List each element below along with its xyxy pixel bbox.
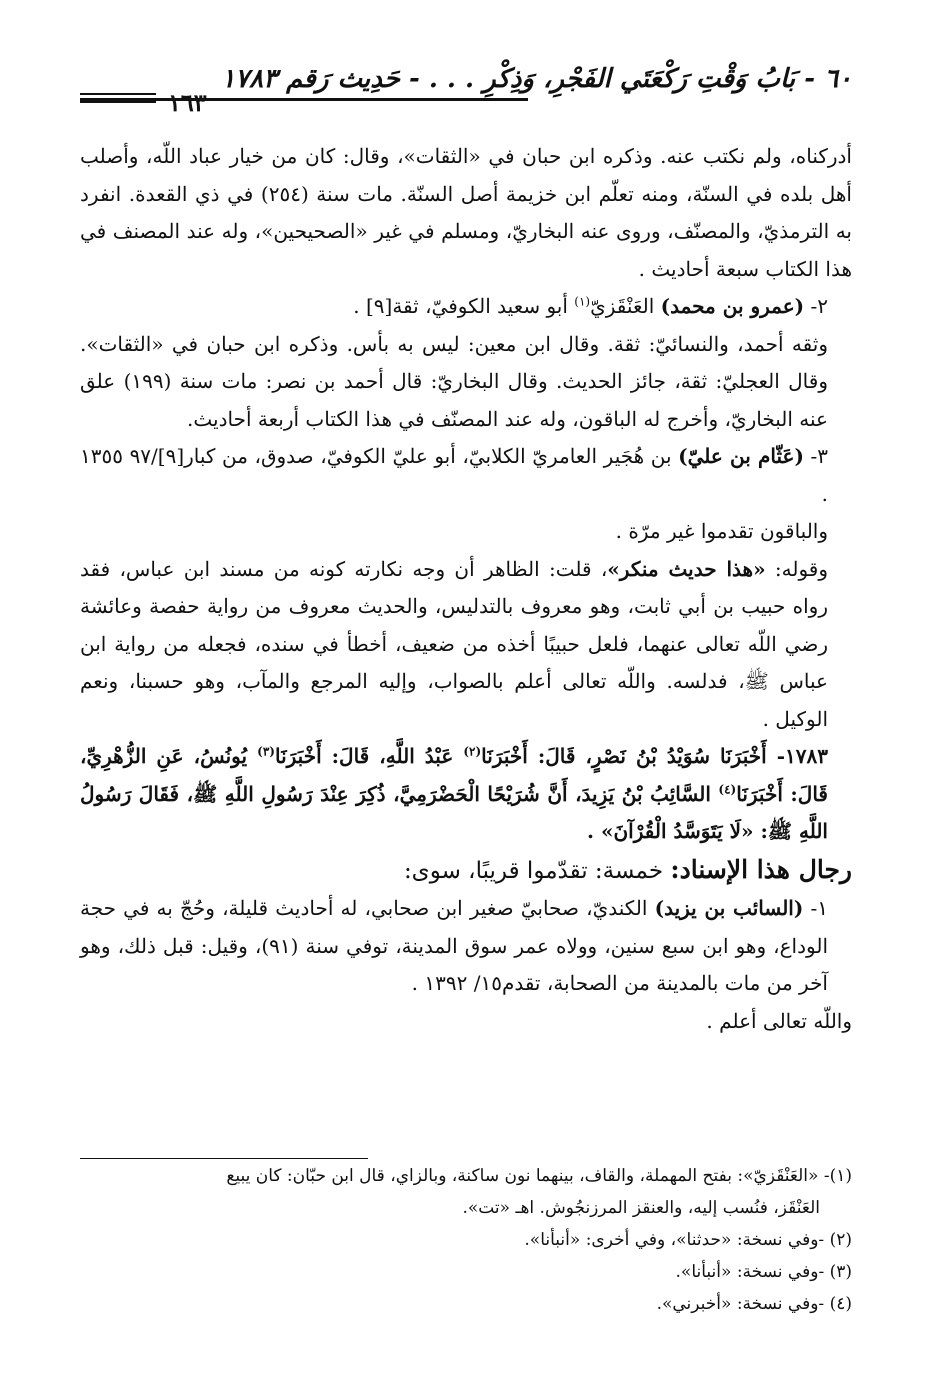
footnote-ref-1[interactable]: (١): [574, 294, 591, 309]
narrator-detail: أبو سعيد الكوفيّ، ثقة[٩] .: [353, 294, 575, 318]
hadith-text: يُونُسُ، عَنِ الزُّهْرِيِّ، قَالَ: أَخْبَرَنَا: [80, 744, 828, 806]
footnote-2: (٢) -وفي نسخة: «حدثنا»، وفي أخرى: «أنبأنا».: [524, 1230, 852, 1250]
paragraph-tawthiq: وثقه أحمد، والنسائيّ: ثقة. وقال ابن معين: ليس به بأس. وذكره ابن حبان في «الثقات». وقال العجليّ: ثقة، جائز الحديث. وقال البخاريّ: قال أحمد بن نصر: مات سنة (١٩٩) علق عنه البخاريّ، وأخرج له الباقون، وله عند المصنّف في هذا الكتاب أربعة أحاديث.: [80, 331, 828, 431]
quoted-phrase: «هذا حديث منكر»: [607, 556, 766, 581]
footnote-3: (٣) -وفي نسخة: «أنبأنا».: [675, 1262, 852, 1282]
closing-line: واللّه تعالى أعلم .: [706, 1008, 852, 1033]
footnote-ref-4[interactable]: (٤): [718, 781, 737, 796]
footnote-1-cont: العَنْقَز، فنُسب إليه، والعنقز المرزنجُوش. اهـ «تت».: [462, 1198, 820, 1218]
narrator-name: (عمرو بن محمد): [660, 294, 805, 318]
narrator-entry-2: [80, 288, 852, 326]
narrator-nisba: العَنْقَزيّ: [590, 294, 661, 318]
hadith-1783: [80, 738, 852, 851]
hadith-text: ١٧٨٣- أَخْبَرَنَا سُوَيْدُ بْنُ نَصْرٍ، قَالَ: أَخْبَرَنَا: [481, 744, 829, 768]
entry-number: ٣-: [803, 444, 829, 468]
narrator-detail: الكنديّ، صحابيّ صغير ابن صحابي، له أحاديث قليلة، وحُجّ به في حجة الوداع، وهو ابن سبع سنين، وولاه عمر سوق المدينة، توفي سنة (٩١)، وقيل: قبل ذلك، وهو آخر من مات بالمدينة من الصحابة، تقدم١٥/ ١٣٩٢ .: [80, 896, 829, 995]
section-heading: [80, 851, 852, 891]
narrator-name: (السائب بن يزيد): [654, 896, 804, 920]
footnote-separator: [80, 1158, 368, 1159]
entry-number: ١-: [803, 896, 828, 920]
entry-number: ٢-: [804, 294, 828, 318]
hadith-text: عَبْدُ اللَّهِ، قَالَ: أَخْبَرَنَا: [274, 744, 464, 768]
commentary-body: ، قلت: الظاهر أن وجه نكارته كونه من مسند ابن عباس، فقد رواه حبيب بن أبي ثابت، وهو معروف بالتدليس، والحديث معروف من رواية حفصة وعائشة رضي اللّه تعالى عنهما، فلعل حبيبًا أخذه من ضعيف، أخطأ في سنده، فجعله من رواية ابن عباس ﷺ، فدلسه. واللّه تعالى أعلم بالصواب، وإليه المرجع والمآب، وهو حسبنا، ونعم الوكيل .: [80, 556, 828, 731]
footnotes: [80, 1160, 852, 1320]
heading-rest: خمسة: تقدّموا قريبًا، سوى:: [403, 857, 671, 884]
footnote-ref-2[interactable]: (٢): [463, 744, 482, 759]
page-number: ١٦٣: [168, 88, 207, 117]
header-title: ٦٠ - بَابُ وَقْتِ رَكْعَتَي الفَجْرِ، وَذِكْرِ . . . - حَدِيث رَقم ١٧٨٣: [221, 64, 852, 94]
hadith-text: السَّائِبُ بْنُ يَزِيدَ، أَنَّ شُرَيْحًا الْحَضْرَمِيَّ، ذُكِرَ عِنْدَ رَسُولِ اللَّهِ ﷺ، فَقَالَ رَسُولُ اللَّهِ ﷺ: «لَا يَتَوَسَّدُ الْقُرْآنَ» .: [80, 781, 828, 843]
narrator-entry-3: [80, 438, 852, 513]
narrator-entry-1: [80, 890, 852, 1003]
footnote-ref-3[interactable]: (٣): [257, 744, 275, 759]
narrator-name: (عَثّام بن عليّ): [678, 444, 804, 468]
narrator-detail: بن هُجَير العامريّ الكلابيّ، أبو عليّ الكوفيّ، صدوق، من كبار[٩]/٩٧ ١٣٥٥ .: [80, 444, 828, 506]
footnote-1: (١)- «العَنْقَزيّ»: بفتح المهملة، والقاف، بينهما نون ساكنة، وبالزاي، قال ابن حبّان: كان يبيع: [226, 1166, 852, 1186]
footnote-4: (٤) -وفي نسخة: «أخبرني».: [656, 1294, 852, 1314]
paragraph-others: والباقون تقدموا غير مرّة .: [615, 519, 828, 543]
header-double-rule: [80, 93, 156, 103]
main-text: [80, 138, 852, 1040]
heading-label: رجال هذا الإسناد:: [670, 854, 852, 884]
commentary-lead: وقوله:: [765, 556, 828, 581]
paragraph-narrator-cont: أدركناه، ولم نكتب عنه. وذكره ابن حبان في «الثقات»، وقال: كان من خيار عباد اللّه، وأصلب أهل بلده في السنّة، ومنه تعلّم ابن خزيمة أصل السنّة. مات سنة (٢٥٤) في ذي القعدة. انفرد به الترمذيّ، والمصنّف، وروى عنه البخاريّ، ومسلم في غير «الصحيحين»، وله عند المصنف في هذا الكتاب سبعة أحاديث .: [80, 144, 852, 281]
running-header: [80, 64, 852, 117]
paragraph-commentary: [80, 551, 852, 739]
